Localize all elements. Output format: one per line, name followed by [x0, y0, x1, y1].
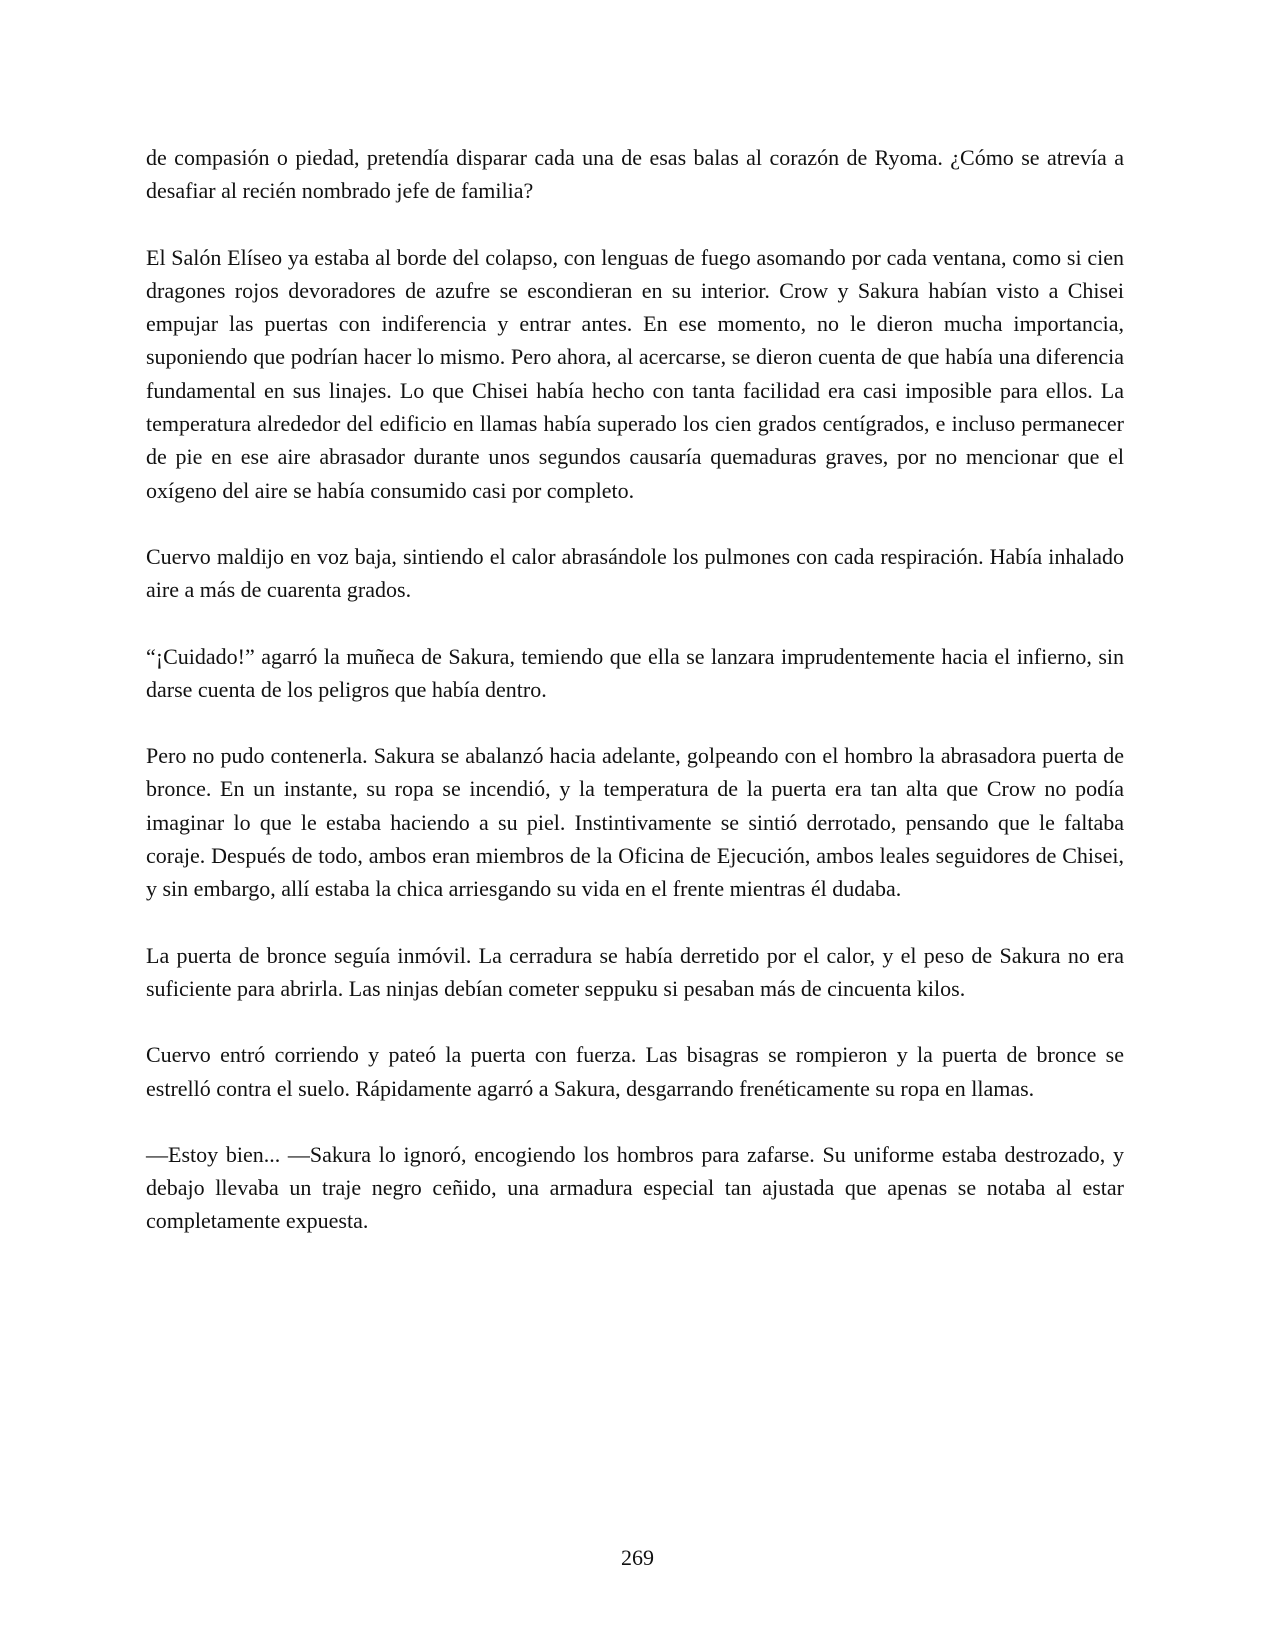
paragraph: Pero no pudo contenerla. Sakura se abalanzó hacia adelante, golpeando con el hombro la abrasadora puerta de bronce. En un instante, su ropa se incendió, y la temperatura de la puerta era tan alta que Crow no podía imaginar lo que le estaba haciendo a su piel. Instintivamente se sintió derrotado, pensando que le faltaba coraje. Después de todo, ambos eran miembros de la Oficina de Ejecución, ambos leales seguidores de Chisei, y sin embargo, allí estaba la chica arriesgando su vida en el frente mientras él dudaba. [146, 743, 1124, 902]
paragraph: de compasión o piedad, pretendía disparar cada una de esas balas al corazón de Ryoma. ¿Cómo se atrevía a desafiar al recién nombrado jefe de familia? [146, 145, 1124, 204]
paragraph: Cuervo entró corriendo y pateó la puerta con fuerza. Las bisagras se rompieron y la puerta de bronce se estrelló contra el suelo. Rápidamente agarró a Sakura, desgarrando frenéticamente su ropa en llamas. [146, 1042, 1124, 1101]
paragraph: “¡Cuidado!” agarró la muñeca de Sakura, temiendo que ella se lanzara imprudentemente hacia el infierno, sin darse cuenta de los peligros que había dentro. [146, 643, 1124, 702]
paragraph: La puerta de bronce seguía inmóvil. La cerradura se había derretido por el calor, y el peso de Sakura no era suficiente para abrirla. Las ninjas debían cometer seppuku si pesaban más de cincuenta kilos. [146, 942, 1124, 1001]
page-body [146, 141, 1124, 1271]
paragraph: —Estoy bien... —Sakura lo ignoró, encogiendo los hombros para zafarse. Su uniforme estaba destrozado, y debajo llevaba un traje negro ceñido, una armadura especial tan ajustada que apenas se notaba al estar completamente expuesta. [146, 1141, 1124, 1234]
paragraph: Cuervo maldijo en voz baja, sintiendo el calor abrasándole los pulmones con cada respiración. Había inhalado aire a más de cuarenta grados. [146, 543, 1124, 603]
page-number: 269 [621, 1545, 654, 1570]
paragraph: El Salón Elíseo ya estaba al borde del colapso, con lenguas de fuego asomando por cada ventana, como si cien dragones rojos devoradores de azufre se escondieran en su interior. Crow y Sakura habían visto a Chisei empujar las puertas con indiferencia y entrar antes. En ese momento, no le dieron mucha importancia, suponiendo que podrían hacer lo mismo. Pero ahora, al acercarse, se dieron cuenta de que había una diferencia fundamental en sus linajes. Lo que Chisei había hecho con tanta facilidad era casi imposible para ellos. La temperatura alrededor del edificio en llamas había superado los cien grados centígrados, e incluso permanecer de pie en ese aire abrasador durante unos segundos causaría quemaduras graves, por no mencionar que el oxígeno del aire se había consumido casi por completo. [146, 244, 1124, 503]
